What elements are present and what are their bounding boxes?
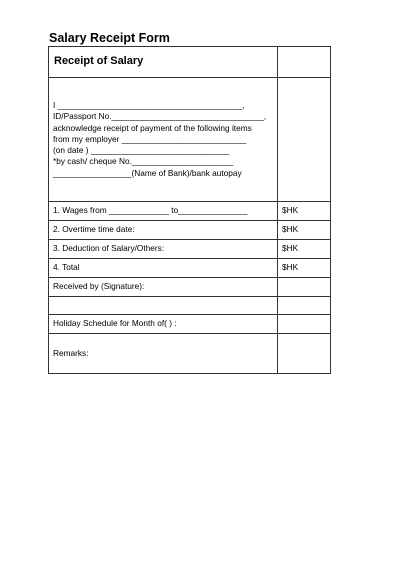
intro-line-employer: from my employer ___________________________ (53, 133, 247, 144)
intro-line-cheque: *by cash/ cheque No.______________________ (53, 156, 234, 167)
remarks-label: Remarks: (49, 334, 278, 374)
wages-amount: $HK (278, 202, 331, 221)
overtime-amount: $HK (278, 221, 331, 240)
salary-receipt-table (48, 46, 331, 374)
intro-line-bank: _________________(Name of Bank)/bank autopay (53, 167, 242, 178)
form-header-row (49, 47, 331, 78)
holiday-row (49, 315, 331, 334)
signature-blank-cell (278, 278, 331, 297)
holiday-label: Holiday Schedule for Month of( ) : (49, 315, 278, 334)
blank-amount-cell (278, 297, 331, 315)
blank-row (49, 297, 331, 315)
deduction-amount: $HK (278, 240, 331, 259)
intro-line-name: I ________________________________________, (53, 100, 245, 111)
deduction-row (49, 240, 331, 259)
intro-line-id: ID/Passport No._________________________________, (53, 111, 267, 122)
holiday-blank-cell (278, 315, 331, 334)
acknowledgement-text (49, 78, 278, 202)
total-row (49, 259, 331, 278)
form-heading: Receipt of Salary (49, 47, 278, 78)
acknowledgement-row (49, 78, 331, 202)
signature-label: Received by (Signature): (49, 278, 278, 297)
intro-line-date: (on date ) ______________________________ (53, 145, 230, 156)
blank-cell (49, 297, 278, 315)
wages-label: 1. Wages from _____________ to_______________ (49, 202, 278, 221)
remarks-row (49, 334, 331, 374)
total-amount: $HK (278, 259, 331, 278)
overtime-label: 2. Overtime time date: (49, 221, 278, 240)
overtime-row (49, 221, 331, 240)
signature-row (49, 278, 331, 297)
header-blank-cell (278, 47, 331, 78)
wages-row (49, 202, 331, 221)
deduction-label: 3. Deduction of Salary/Others: (49, 240, 278, 259)
acknowledgement-blank-cell (278, 78, 331, 202)
page-title: Salary Receipt Form (49, 31, 170, 45)
intro-line-acknowledge: acknowledge receipt of payment of the following items (53, 122, 252, 133)
remarks-blank-cell (278, 334, 331, 374)
total-label: 4. Total (49, 259, 278, 278)
